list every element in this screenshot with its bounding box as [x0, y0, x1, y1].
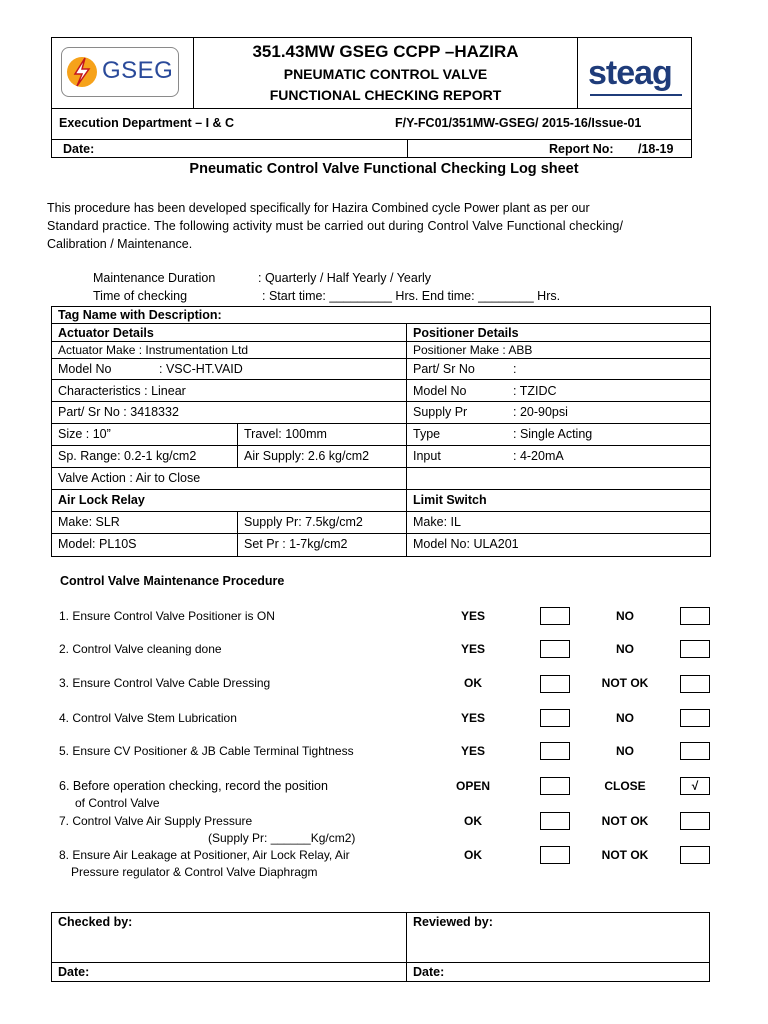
report-no-label: Report No:	[549, 142, 614, 156]
positioner-model-no-label: Model No	[413, 384, 467, 398]
positioner-input-value: : 4-20mA	[513, 449, 564, 463]
procedure-item-sub: Pressure regulator & Control Valve Diaphragm	[71, 865, 318, 879]
actuator-part-no: Part/ Sr No : 3418332	[58, 405, 179, 419]
form-number: F/Y-FC01/351MW-GSEG/ 2015-16/Issue-01	[395, 116, 642, 130]
date-label: Date:	[63, 142, 95, 156]
positioner-type-value: : Single Acting	[513, 427, 593, 441]
intro-line-3: Calibration / Maintenance.	[47, 237, 193, 251]
intro-line-1: This procedure has been developed specifically for Hazira Combined cycle Power plant as per our	[47, 201, 590, 215]
details-col-divider	[237, 423, 238, 467]
gseg-logo-icon	[65, 52, 99, 92]
procedure-checkbox-1[interactable]	[540, 607, 570, 625]
limit-switch-model: Model No: ULA201	[413, 537, 519, 551]
procedure-checkbox-1[interactable]	[540, 812, 570, 830]
procedure-checkbox-1[interactable]	[540, 675, 570, 693]
positioner-part-value: :	[513, 362, 517, 376]
details-rule	[51, 358, 711, 359]
procedure-checkbox-2[interactable]	[680, 742, 710, 760]
details-rule	[51, 379, 711, 380]
positioner-input-label: Input	[413, 449, 441, 463]
gseg-logo-text: GSEG	[102, 57, 174, 84]
report-title-1: PNEUMATIC CONTROL VALVE	[283, 66, 488, 82]
procedure-option-2: NOT OK	[601, 848, 649, 862]
procedure-option-1: OPEN	[455, 779, 490, 793]
air-lock-relay-make: Make: SLR	[58, 515, 120, 529]
procedure-item-sub: (Supply Pr: ______Kg/cm2)	[208, 831, 356, 845]
positioner-type-label: Type	[413, 427, 441, 441]
report-title-2: FUNCTIONAL CHECKING REPORT	[269, 87, 502, 103]
procedure-item: 3. Ensure Control Valve Cable Dressing	[59, 676, 271, 690]
positioner-make: Positioner Make : ABB	[413, 343, 533, 357]
gseg-logo	[61, 47, 179, 97]
procedure-item: 5. Ensure CV Positioner & JB Cable Terminal Tightness	[59, 744, 354, 758]
air-lock-relay-model: Model: PL10S	[58, 537, 137, 551]
details-rule	[51, 511, 711, 512]
reviewed-by-label: Reviewed by:	[413, 915, 493, 929]
procedure-option-1: YES	[460, 711, 485, 725]
details-rule	[51, 323, 711, 324]
procedure-option-2: CLOSE	[604, 779, 646, 793]
air-supply: Air Supply: 2.6 kg/cm2	[244, 449, 370, 463]
actuator-model-no-label: Model No	[58, 362, 112, 376]
procedure-option-1: YES	[460, 744, 485, 758]
procedure-option-1: YES	[460, 642, 485, 656]
plant-title: 351.43MW GSEG CCPP –HAZIRA	[252, 42, 519, 61]
procedure-option-1: OK	[464, 676, 482, 690]
procedure-option-1: OK	[464, 848, 482, 862]
department-label: Execution Department – I & C	[59, 116, 235, 130]
actuator-make: Actuator Make : Instrumentation Ltd	[58, 343, 249, 357]
limit-switch-make: Make: IL	[413, 515, 461, 529]
procedure-checkbox-2[interactable]	[680, 812, 710, 830]
procedure-checkbox-1[interactable]	[540, 846, 570, 864]
checked-date-label: Date:	[58, 965, 90, 979]
positioner-part-label: Part/ Sr No	[413, 362, 475, 376]
procedure-checkbox-2[interactable]	[680, 846, 710, 864]
details-rule	[51, 445, 711, 446]
limit-switch-heading: Limit Switch	[413, 493, 487, 507]
time-of-checking-value: : Start time: _________ Hrs. End time: ________ Hrs.	[262, 289, 561, 303]
procedure-checkbox-2[interactable]	[680, 607, 710, 625]
header-rule-2	[51, 139, 692, 140]
air-lock-relay-heading: Air Lock Relay	[58, 493, 145, 507]
intro-line-2: Standard practice. The following activity must be carried out during Control Valve Functional checking/	[47, 219, 624, 233]
procedure-option-2: NO	[616, 744, 634, 758]
time-of-checking-label: Time of checking	[93, 289, 188, 303]
supply-pr-label: Supply Pr	[413, 405, 468, 419]
steag-logo: steag	[588, 54, 672, 92]
procedure-checkbox-2[interactable]	[680, 675, 710, 693]
procedure-option-1: YES	[460, 609, 485, 623]
tag-name-label: Tag Name with Description:	[58, 308, 222, 322]
procedure-item: 1. Ensure Control Valve Positioner is ON	[59, 609, 275, 623]
maintenance-duration-label: Maintenance Duration	[93, 271, 216, 285]
procedure-checkbox-1[interactable]	[540, 640, 570, 658]
signoff-rule	[51, 962, 710, 963]
procedure-item: 4. Control Valve Stem Lubrication	[59, 711, 237, 725]
actuator-size: Size : 10”	[58, 427, 111, 441]
valve-action: Valve Action : Air to Close	[58, 471, 201, 485]
maintenance-duration-value: : Quarterly / Half Yearly / Yearly	[258, 271, 432, 285]
procedure-item: 7. Control Valve Air Supply Pressure	[59, 814, 253, 828]
air-lock-relay-set-pr: Set Pr : 1-7kg/cm2	[244, 537, 348, 551]
reviewed-date-label: Date:	[413, 965, 445, 979]
procedure-item-sub: of Control Valve	[75, 796, 160, 810]
procedure-option-2: NOT OK	[601, 814, 649, 828]
details-rule	[51, 401, 711, 402]
positioner-details-heading: Positioner Details	[413, 326, 519, 340]
procedure-option-2: NO	[616, 609, 634, 623]
steag-logo-underline	[590, 94, 682, 96]
supply-pr-value: : 20-90psi	[513, 405, 568, 419]
details-col-divider	[406, 323, 407, 557]
details-rule	[51, 341, 711, 342]
details-rule	[51, 467, 711, 468]
signoff-divider	[406, 912, 407, 982]
signoff-table	[51, 912, 710, 982]
procedure-checkbox-1[interactable]	[540, 742, 570, 760]
procedure-checkbox-1[interactable]	[540, 709, 570, 727]
procedure-item: 2. Control Valve cleaning done	[59, 642, 222, 656]
spring-range: Sp. Range: 0.2-1 kg/cm2	[58, 449, 197, 463]
details-rule	[51, 423, 711, 424]
procedure-item: 8. Ensure Air Leakage at Positioner, Air Lock Relay, Air	[59, 848, 350, 862]
procedure-option-2: NO	[616, 642, 634, 656]
header-divider-right	[577, 37, 578, 109]
procedure-option-2: NO	[616, 711, 634, 725]
procedure-item: 6. Before operation checking, record the position	[59, 779, 328, 793]
actuator-model-no-value: : VSC-HT.VAID	[159, 362, 243, 376]
procedure-checkbox-2[interactable]	[680, 709, 710, 727]
header-rule-1	[51, 108, 692, 109]
details-col-divider	[237, 511, 238, 557]
positioner-model-no-value: : TZIDC	[513, 384, 557, 398]
details-rule	[51, 533, 711, 534]
header-divider-date	[407, 139, 408, 158]
log-sheet-title: Pneumatic Control Valve Functional Checking Log sheet	[189, 161, 579, 177]
procedure-option-1: OK	[464, 814, 482, 828]
actuator-travel: Travel: 100mm	[244, 427, 327, 441]
procedure-option-2: NOT OK	[601, 676, 649, 690]
procedure-checkbox-2[interactable]	[680, 640, 710, 658]
air-lock-relay-supply-pr: Supply Pr: 7.5kg/cm2	[244, 515, 363, 529]
checked-by-label: Checked by:	[58, 915, 133, 929]
procedure-checkbox-2[interactable]: √	[680, 777, 710, 795]
actuator-characteristics: Characteristics : Linear	[58, 384, 186, 398]
report-no-value: /18-19	[638, 142, 674, 156]
actuator-details-heading: Actuator Details	[58, 326, 154, 340]
procedure-checkbox-1[interactable]	[540, 777, 570, 795]
procedure-heading: Control Valve Maintenance Procedure	[60, 574, 285, 588]
details-rule	[51, 489, 711, 490]
